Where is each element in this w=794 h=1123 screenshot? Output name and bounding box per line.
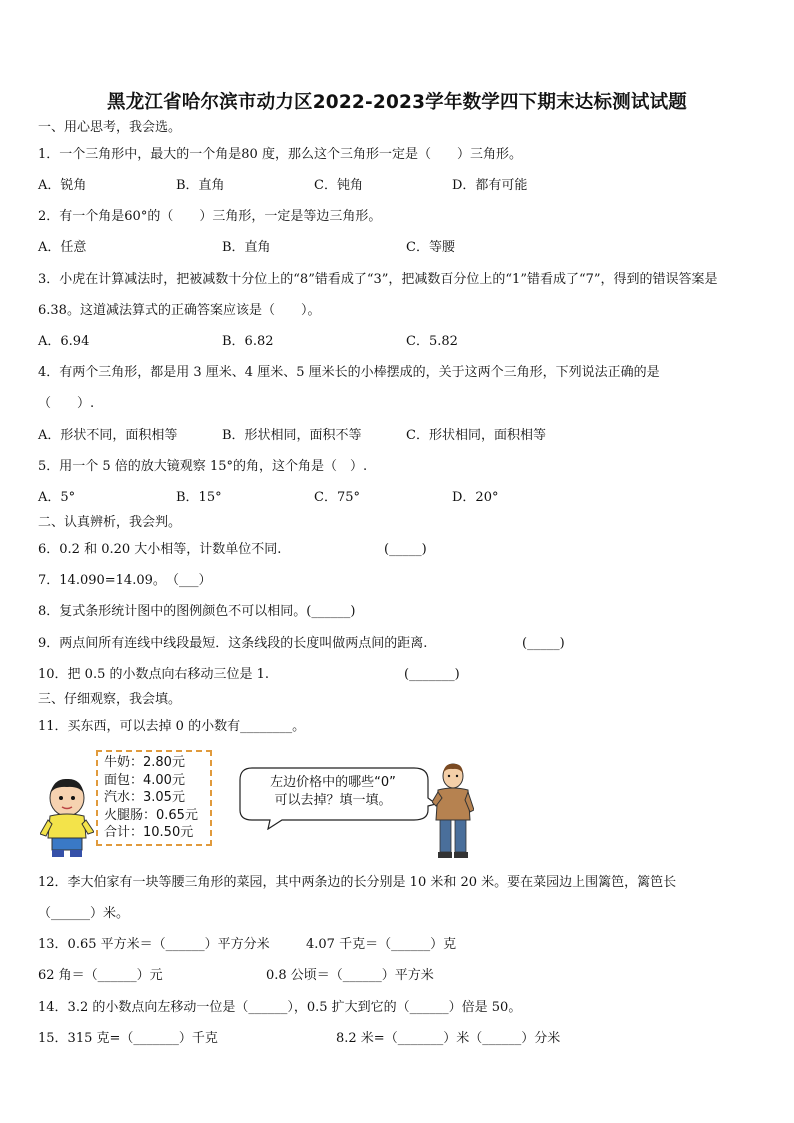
speech-bubble-text [238, 774, 428, 810]
q6-answer-blank: (_____) [384, 542, 427, 557]
question-15-part-a: 15．315 克=（_______）千克 [38, 1031, 218, 1046]
q3-option-a: A．6.94 [38, 334, 90, 349]
q2-option-a: A．任意 [38, 240, 87, 255]
q9-answer-blank: (_____) [522, 636, 565, 651]
section-heading-1: 一、用心思考，我会选。 [38, 120, 182, 135]
question-3-line-1: 3．小虎在计算减法时，把被减数十分位上的“8”错看成了“3”，把减数百分位上的“1”错看成了“7”，得到的错误答案是 [38, 272, 718, 287]
price-total: 合计：10.50元 [104, 825, 194, 840]
section-heading-3: 三、仔细观察，我会填。 [38, 692, 182, 707]
question-12-line-1: 12．李大伯家有一块等腰三角形的菜园，其中两条边的长分别是 10 米和 20 米。要在菜园边上围篱笆，篱笆长 [38, 875, 677, 890]
q3-option-b: B．6.82 [222, 334, 274, 349]
q5-option-b: B．15° [176, 490, 222, 505]
teacher-illustration [432, 762, 474, 860]
price-item: 火腿肠：0.65元 [104, 807, 198, 823]
question-15-part-b: 8.2 米=（_______）米（______）分米 [336, 1031, 561, 1046]
q5-option-a: A．5° [38, 490, 76, 505]
section-heading-2: 二、认真辨析，我会判。 [38, 515, 182, 530]
price-item: 面包：4.00元 [104, 772, 185, 788]
q1-option-c: C．钝角 [314, 178, 363, 193]
question-5: 5．用一个 5 倍的放大镜观察 15°的角，这个角是（ ）. [38, 459, 368, 474]
q10-answer-blank: (_______) [404, 667, 460, 682]
q4-option-b: B．形状相同，面积不等 [222, 428, 362, 443]
q5-option-d: D．20° [452, 490, 499, 505]
question-13-part-b: 4.07 千克＝（______）克 [306, 937, 457, 952]
q4-option-a: A．形状不同，面积相等 [38, 428, 178, 443]
question-4-line-2: （ ）. [38, 396, 95, 411]
speech-line: 可以去掉？填一填。 [274, 793, 392, 808]
q1-option-a: A．锐角 [38, 178, 87, 193]
q3-option-c: C．5.82 [406, 334, 458, 349]
question-13-part-c: 62 角＝（______）元 [38, 968, 163, 983]
question-8: 8．复式条形统计图中的图例颜色不可以相同。(______) [38, 604, 356, 619]
question-2: 2．有一个角是60°的（ ）三角形，一定是等边三角形。 [38, 209, 382, 224]
question-6: 6．0.2 和 0.20 大小相等，计数单位不同. [38, 542, 282, 557]
q1-option-b: B．直角 [176, 178, 225, 193]
speech-line: 左边价格中的哪些“0” [270, 775, 396, 790]
page-title: 黑龙江省哈尔滨市动力区2022-2023学年数学四下期末达标测试试题 [107, 92, 687, 113]
q4-option-c: C．形状相同，面积相等 [406, 428, 546, 443]
price-list-box [96, 750, 212, 846]
q2-option-b: B．直角 [222, 240, 271, 255]
question-7: 7．14.090=14.09。 [38, 573, 166, 588]
price-item: 牛奶：2.80元 [104, 755, 185, 770]
price-item: 汽水：3.05元 [104, 790, 185, 805]
q2-option-c: C．等腰 [406, 240, 455, 255]
question-10: 10．把 0.5 的小数点向右移动三位是 1. [38, 667, 270, 682]
question-1: 1．一个三角形中，最大的一个角是80 度，那么这个三角形一定是（ ）三角形。 [38, 147, 522, 162]
q5-option-c: C．75° [314, 490, 360, 505]
question-3-line-2: 6.38。这道减法算式的正确答案应该是（ ）。 [38, 303, 321, 318]
question-9: 9．两点间所有连线中线段最短．这条线段的长度叫做两点间的距离. [38, 636, 428, 651]
q7-answer-blank: （___） [166, 573, 212, 588]
question-12-line-2: （______）米。 [38, 906, 130, 921]
speech-bubble [238, 766, 438, 830]
q1-option-d: D．都有可能 [452, 178, 528, 193]
question-11: 11．买东西，可以去掉 0 的小数有________。 [38, 719, 306, 734]
question-14: 14．3.2 的小数点向左移动一位是（______），0.5 扩大到它的（______）倍是 50。 [38, 1000, 522, 1015]
question-13-part-a: 13．0.65 平方米＝（______）平方分米 [38, 937, 270, 952]
question-4-line-1: 4．有两个三角形，都是用 3 厘米、4 厘米、5 厘米长的小棒摆成的，关于这两个三角形，下列说法正确的是 [38, 365, 660, 380]
question-13-part-d: 0.8 公顷＝（______）平方米 [266, 968, 434, 983]
boy-illustration [40, 776, 94, 860]
